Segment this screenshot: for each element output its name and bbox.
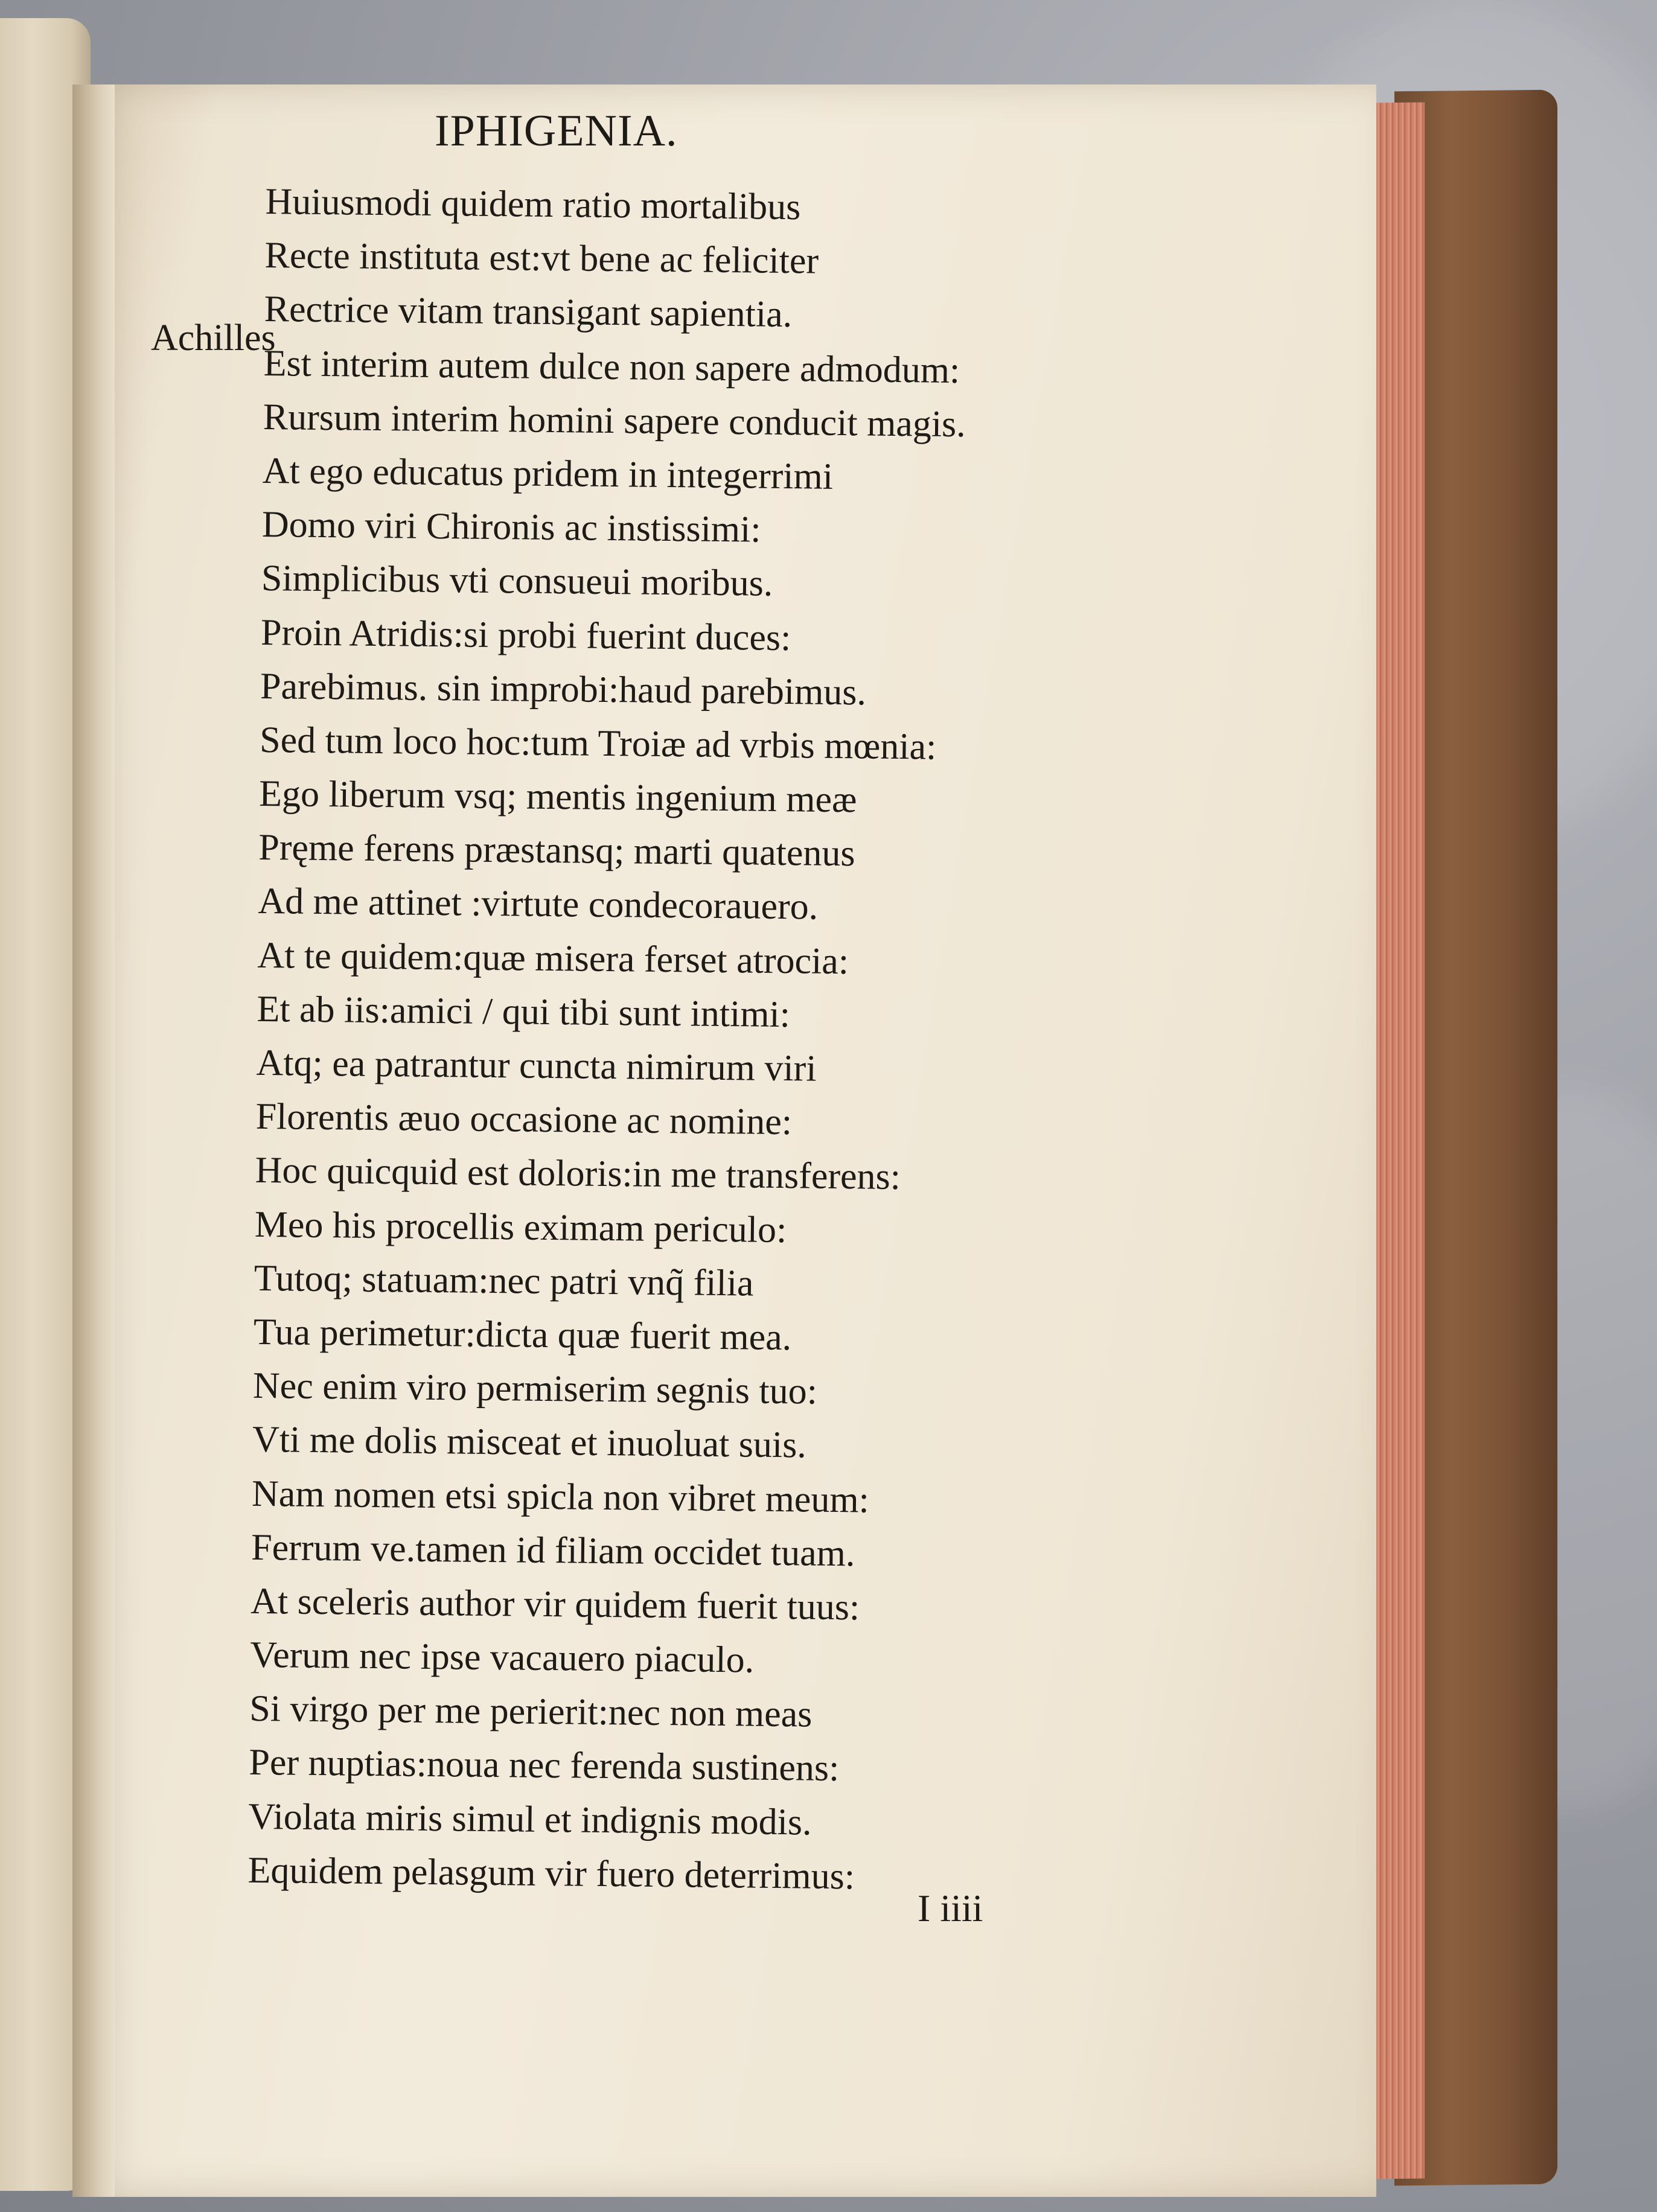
verse-line: Simplicibus vti consueui moribus. [261,558,773,605]
verse-line: Domo viri Chironis ac instissimi: [261,504,761,550]
running-head: IPHIGENIA. [435,106,678,156]
verse-line: Atq; ea patrantur cuncta nimirum viri [256,1042,817,1089]
signature-mark: I iiii [918,1887,983,1930]
verse-line: Tutoq; statuam:nec patri vnq̃ filia [254,1257,754,1304]
verse-line: At sceleris author vir quidem fuerit tuus: [250,1580,860,1628]
verse-line: Meo his procellis eximam periculo: [254,1203,787,1251]
verse-line: Equidem pelasgum vir fuero deterrimus: [247,1849,855,1898]
verse-line: Per nuptias:noua nec ferenda sustinens: [249,1742,840,1790]
verse-line: Recte instituta est:vt bene ac feliciter [264,235,819,282]
verse-line: Huiusmodi quidem ratio mortalibus [265,180,801,228]
speaker-label: Achilles [151,317,276,359]
verse-line: Violata miris simul et indignis modis. [248,1796,812,1843]
verse-line: Ad me attinet :virtute condecorauero. [258,881,819,928]
verse-line: Est interim autem dulce non sapere admodum: [263,342,960,391]
verse-line: Proin Atridis:si probi fuerint duces: [260,611,791,658]
verse-line: Parebimus. sin improbi:haud parebimus. [260,665,867,713]
verse-line: At te quidem:quæ misera ferset atrocia: [257,934,849,982]
verse-line: Tua perimetur:dicta quæ fuerit mea. [253,1311,792,1359]
verse-line: Pręme ferens præstansq; marti quatenus [258,827,855,875]
verse-line: Florentis æuo occasione ac nomine: [255,1096,793,1143]
verse-line: Sed tum loco hoc:tum Troiæ ad vrbis mœnia: [259,719,937,768]
verse-text [247,175,1026,1905]
verse-line: Et ab iis:amici / qui tibi sunt intimi: [257,988,791,1035]
book-gutter [72,84,115,2197]
verse-line: Ego liberum vsq; mentis ingenium meæ [258,773,857,821]
verse-line: Rursum interim homini sapere conducit magis. [263,396,966,445]
verse-line: Nam nomen etsi spicla non vibret meum: [251,1473,870,1521]
verse-line: Nec enim viro permiserim segnis tuo: [252,1365,818,1412]
verse-line: Si virgo per me perierit:nec non meas [249,1688,813,1735]
verse-line: Rectrice vitam transigant sapientia. [264,288,793,336]
verse-line: Vti me dolis misceat et inuoluat suis. [252,1419,807,1466]
verse-line: Hoc quicquid est doloris:in me transferens: [255,1150,901,1198]
verse-line: At ego educatus pridem in integerrimi [262,450,834,497]
verse-line: Verum nec ipse vacauero piaculo. [249,1634,755,1681]
verse-line: Ferrum ve.tamen id filiam occidet tuam. [251,1526,855,1575]
